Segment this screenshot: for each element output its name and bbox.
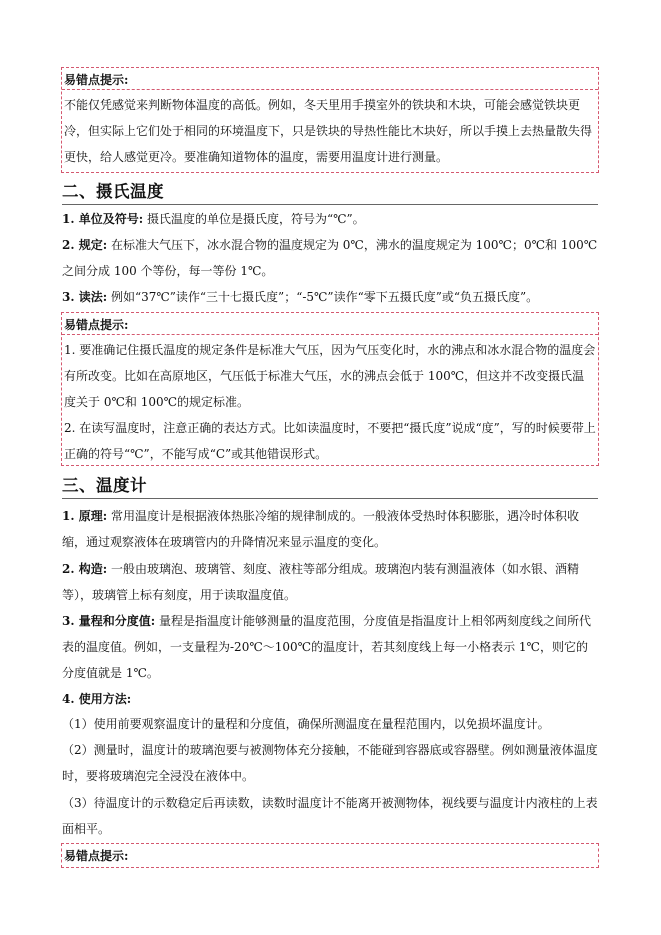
paragraph-text: 例如“37℃”读作“三十七摄氏度”；“-5℃”读作“零下五摄氏度”或“负五摄氏度”。 <box>107 290 539 304</box>
paragraph-text: 量程是指温度计能够测量的温度范围，分度值是指温度计上相邻两刻度线之间所代表的温度值。例如，一支量程为-20℃～100℃的温度计，若其刻度线上每一小格表示 1℃，则它的分度值就是 1℃。 <box>62 614 591 680</box>
tip-text: 1. 要准确记住摄氏温度的规定条件是标准大气压，因为气压变化时，水的沸点和冰水混合物的温度会有所改变。比如在高原地区，气压低于标准大气压，水的沸点会低于 100℃，但这并不改变摄氏温度关于 0℃和 100℃的规定标准。 <box>64 343 596 409</box>
paragraph-text: 在标准大气压下，冰水混合物的温度规定为 0℃，沸水的温度规定为 100℃；0℃和 100℃之间分成 100 个等份，每一等份 1℃。 <box>62 238 598 278</box>
paragraph-unit-symbol <box>62 206 598 232</box>
tip-box-body <box>62 335 598 467</box>
paragraph-text: 一般由玻璃泡、玻璃管、刻度、液柱等部分组成。玻璃泡内装有测温液体（如水银、酒精等），玻璃管上标有刻度，用于读取温度值。 <box>62 562 579 602</box>
usage-item-1: （1）使用前要观察温度计的量程和分度值，确保所测温度在量程范围内，以免损坏温度计。 <box>62 717 550 731</box>
paragraph-reading <box>62 284 598 310</box>
tip-box-3 <box>61 843 599 868</box>
paragraph-label: 3. 读法: <box>62 290 108 304</box>
paragraph-definition <box>62 232 598 284</box>
paragraph-structure <box>62 556 598 608</box>
section-heading-thermometer: 三、温度计 <box>62 476 147 495</box>
tip-box-body <box>62 90 598 170</box>
paragraph-label: 1. 原理: <box>62 509 108 523</box>
paragraph-text: 摄氏温度的单位是摄氏度，符号为“℃”。 <box>143 212 365 226</box>
section-heading-celsius: 二、摄氏温度 <box>62 182 164 201</box>
paragraph-usage-title <box>62 686 598 712</box>
paragraph-label: 2. 规定: <box>62 238 108 252</box>
tip-text: 不能仅凭感觉来判断物体温度的高低。例如，冬天里用手摸室外的铁块和木块，可能会感觉铁块更冷，但实际上它们处于相同的环境温度下，只是铁块的导热性能比木块好，所以手摸上去热量散失得更快，给人感觉更冷。要准确知道物体的温度，需要用温度计进行测量。 <box>64 98 593 164</box>
paragraph-range <box>62 608 598 686</box>
tip-text: 2. 在读写温度时，注意正确的表达方式。比如读温度时，不要把“摄氏度”说成“度”，写的时候要带上正确的符号“℃”，不能写成“C”或其他错误形式。 <box>64 421 596 461</box>
paragraph-label: 3. 量程和分度值: <box>62 614 156 628</box>
tip-box-heading: 易错点提示: <box>64 849 129 863</box>
paragraph-label: 1. 单位及符号: <box>62 212 144 226</box>
tip-box-1 <box>61 67 599 173</box>
section-divider <box>62 498 598 499</box>
paragraph-principle <box>62 503 598 555</box>
usage-item-2: （2）测量时，温度计的玻璃泡要与被测物体充分接触，不能碰到容器底或容器壁。例如测量液体温度时，要将玻璃泡完全浸没在液体中。 <box>62 743 598 783</box>
tip-box-heading: 易错点提示: <box>62 313 598 335</box>
paragraph-label: 2. 构造: <box>62 562 108 576</box>
tip-box-2 <box>61 312 599 466</box>
tip-box-heading: 易错点提示: <box>62 68 598 90</box>
usage-item-3: （3）待温度计的示数稳定后再读数，读数时温度计不能离开被测物体，视线要与温度计内液柱的上表面相平。 <box>62 796 598 836</box>
paragraph-label: 4. 使用方法: <box>62 692 132 706</box>
paragraph-text: 常用温度计是根据液体热胀冷缩的规律制成的。一般液体受热时体积膨胀，遇冷时体积收缩，通过观察液体在玻璃管内的升降情况来显示温度的变化。 <box>62 509 579 549</box>
section-divider <box>62 204 598 205</box>
